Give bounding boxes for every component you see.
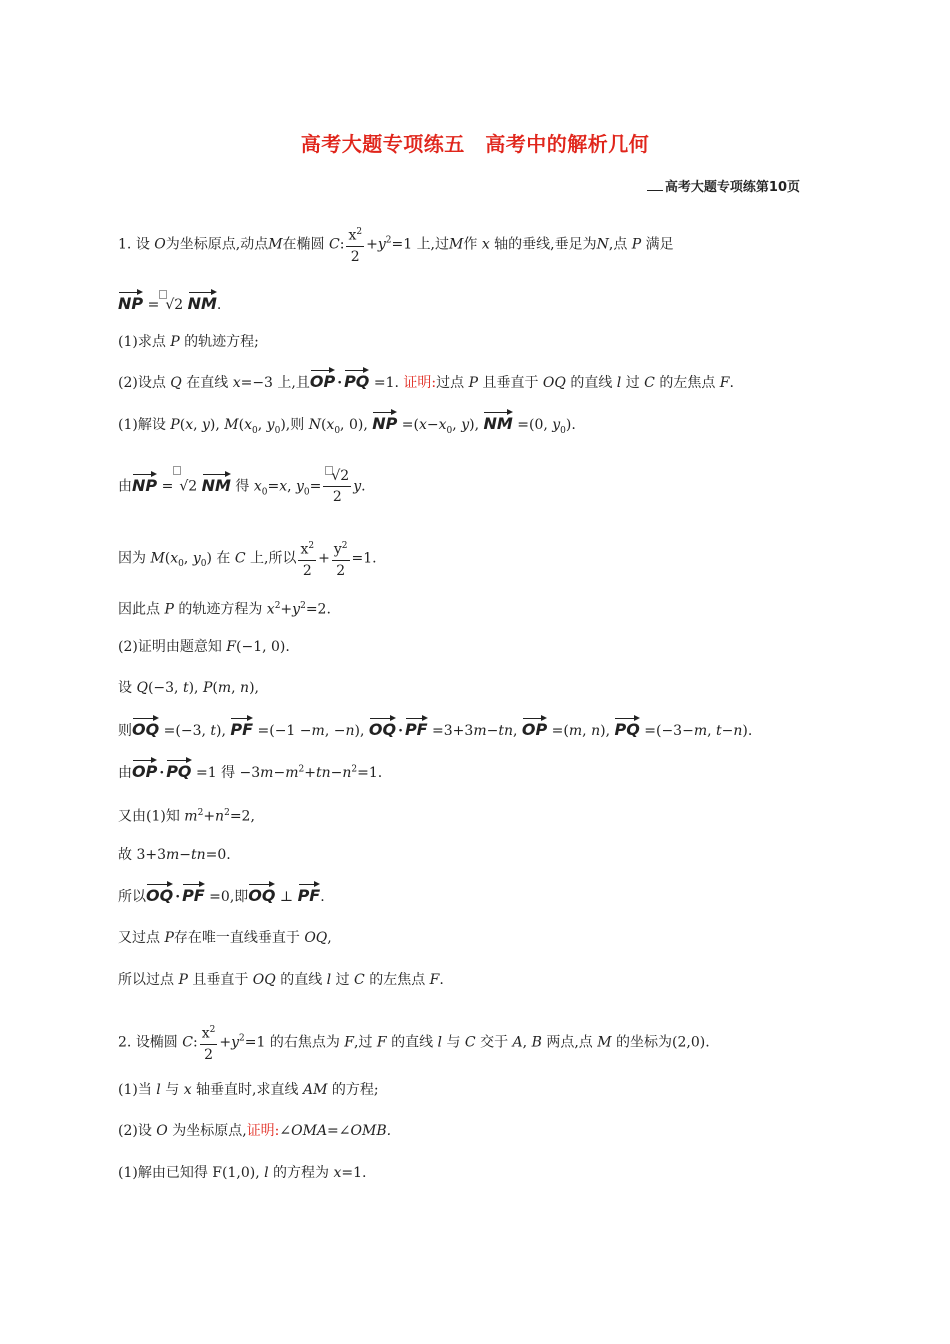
problem-2-part-1: (1)当 l 与 x 轴垂直时,求直线 AM 的方程; (118, 1082, 379, 1098)
problem-1-solution-9: 又由(1)知 $m^2+n^2=2$, (118, 808, 255, 825)
problem-1-solution-1: (1)解设 P(x, y), $M(x_0$, $y_0$),则 $N(x_0$, 0), NP $=(x-x_0$, y), NM =(0, $y_0$). (118, 410, 576, 441)
page-title: 高考大题专项练五 高考中的解析几何 (300, 132, 650, 156)
problem-1-solution-12: 又过点 P存在唯一直线垂直于 OQ, (118, 930, 332, 946)
problem-1-stem: 1. 设 O为坐标原点,动点M在椭圆 C: $\frac{x^2}{2}$ $+y^2=1$ 上,过M作 x 轴的垂线,垂足为N,点 P 满足 (118, 222, 674, 267)
problem-1-solution-5: (2)证明由题意知 F(−1, 0). (118, 639, 290, 655)
problem-2-part-2: (2)设 O 为坐标原点,证明:∠OMA=∠OMB. (118, 1123, 392, 1139)
page-reference: 高考大题专项练第10页 (647, 176, 800, 195)
problem-1-solution-4: 因此点 P 的轨迹方程为 $x^2+y^2=2$. (118, 601, 331, 618)
problem-1-solution-11: 所以OQ · PF =0,即OQ ⊥ PF. (118, 882, 325, 907)
problem-1-part-2: (2)设点 Q 在直线 x=−3 上,且OP · PQ =1. 证明:过点 P 且垂直于 OQ 的直线 l 过 C 的左焦点 F. (118, 368, 734, 393)
problem-1-solution-8: 由OP · PQ =1 得 $-3m-m^2+tn-n^2=1$. (118, 758, 382, 783)
problem-1-solution-7: 则OQ =(−3, t), PF =(−1 −m, −n), OQ · PF =3+3m−tn, OP =(m, n), PQ =(−3−m, t−n). (118, 716, 752, 741)
problem-1-condition: NP = √2 NM. (118, 290, 221, 315)
problem-1-solution-2: 由NP = √2 NM 得 $x_0=x$, $y_0=$ $\frac{√2}{2}$ y. (118, 468, 366, 505)
problem-1-solution-13: 所以过点 P 且垂直于 OQ 的直线 l 过 C 的左焦点 F. (118, 972, 444, 988)
problem-1-solution-3: 因为 $M(x_0$, $y_0$) 在 C 上,所以 $\frac{x^2}{2}$ + $\frac{y^2}{2}$ =1. (118, 536, 377, 581)
problem-2-solution-1: (1)解由已知得 F(1,0), l 的方程为 x=1. (118, 1165, 367, 1181)
problem-1-part-1: (1)求点 P 的轨迹方程; (118, 334, 259, 350)
proof-label: 证明: (403, 375, 437, 391)
proof-label-2: 证明: (246, 1123, 280, 1139)
problem-1-solution-10: 故 3+3m−tn=0. (118, 847, 231, 863)
problem-2-stem: 2. 设椭圆 C: $\frac{x^2}{2}$ $+y^2=1$ 的右焦点为 F,过 F 的直线 l 与 C 交于 A, B 两点,点 M 的坐标为(2,0). (118, 1020, 710, 1065)
problem-1-solution-6: 设 Q(−3, t), P(m, n), (118, 680, 259, 696)
